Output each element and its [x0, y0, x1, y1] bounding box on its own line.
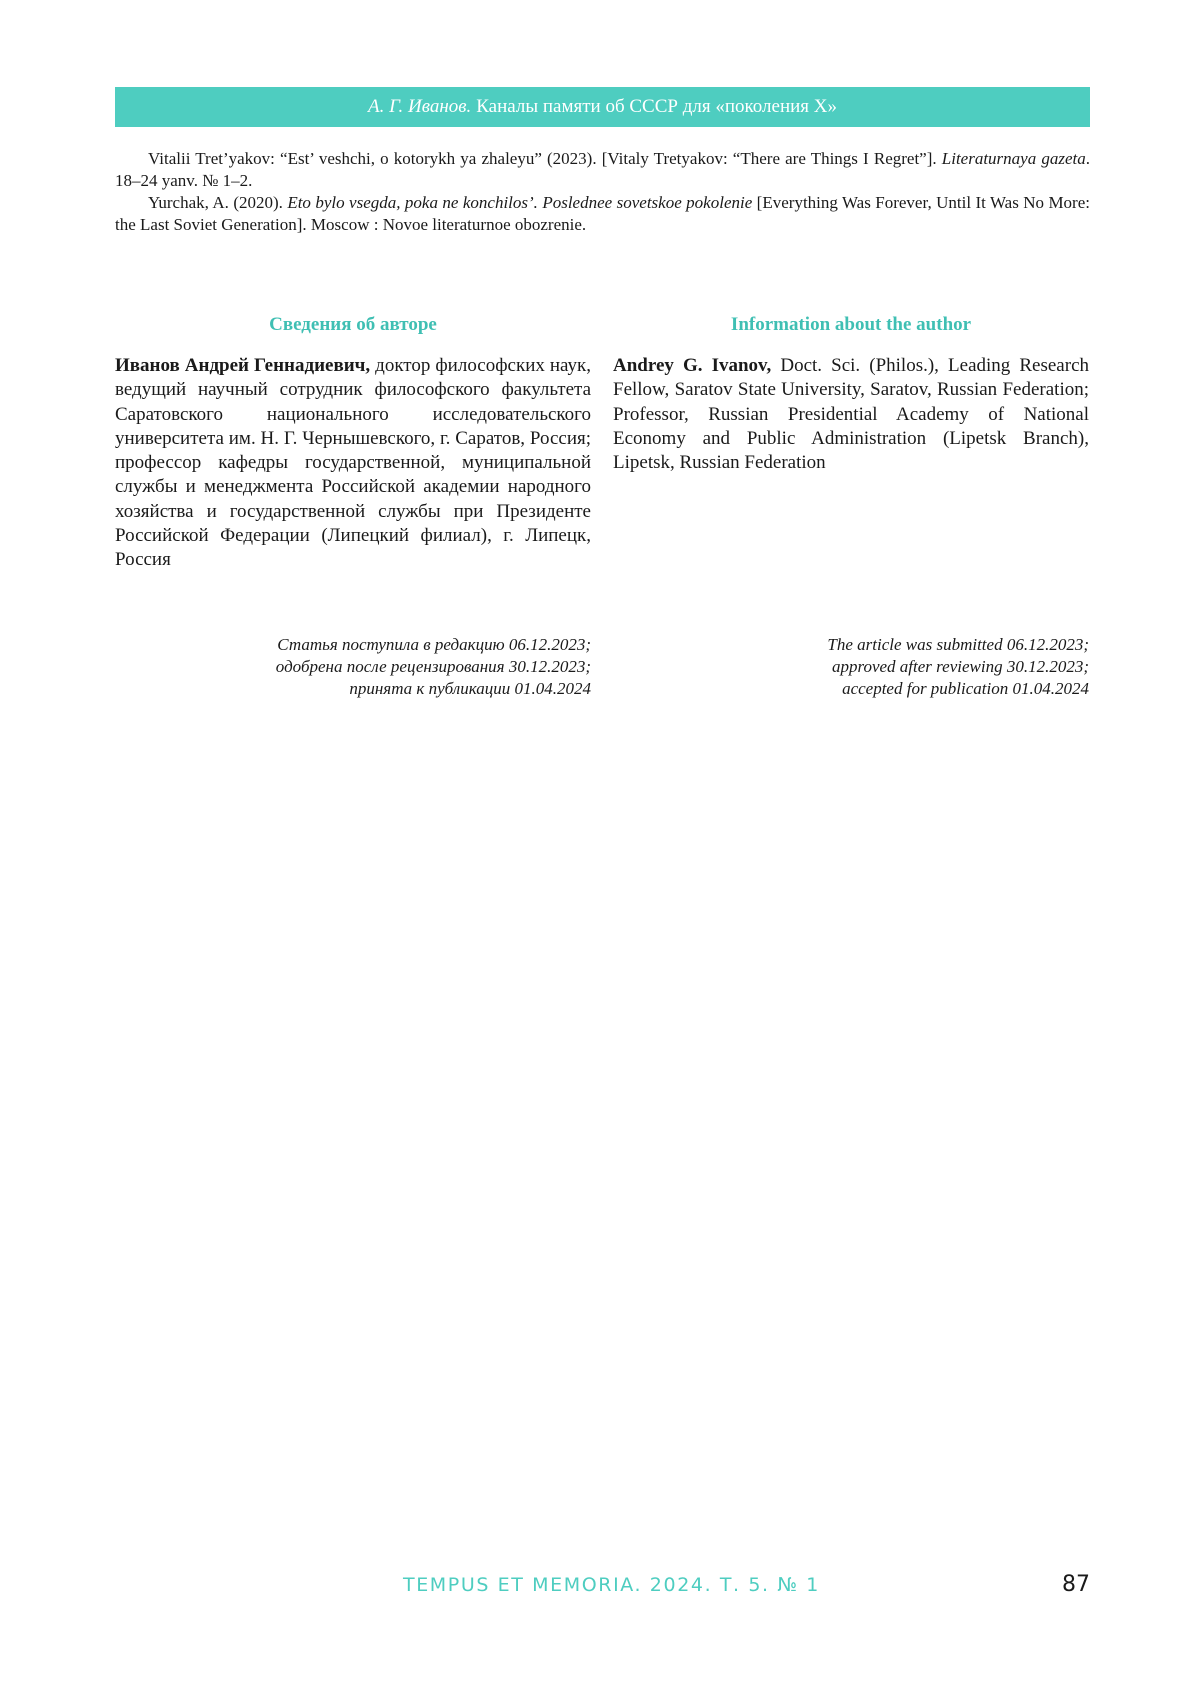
date-accepted-ru: принята к публикации 01.04.2024	[349, 679, 591, 698]
reference-text: Vitalii Tret’yakov: “Est’ veshchi, o kotorykh ya zhaleyu” (2023). [Vitaly Tretyakov: “There are Things I Regret”].	[148, 149, 942, 168]
footer-journal-title: TEMPUS ET MEMORIA. 2024. Т. 5. № 1	[403, 1574, 820, 1596]
reference-item	[115, 148, 1090, 192]
date-accepted-en: accepted for publication 01.04.2024	[842, 679, 1089, 698]
author-info-ru	[115, 312, 591, 573]
date-submitted-ru: Статья поступила в редакцию 06.12.2023;	[277, 635, 591, 654]
author-bio-ru-text: доктор философских наук, ведущий научный сотрудник философского факультета Саратовского национального исследовательского университета им. Н. Г. Чернышевского, г. Саратов, Россия; профессор кафедры государственной, муниципальной службы и менеджмента Российской академии народного хозяйства и государственной службы при Президенте Российской Федерации (Липецкий филиал), г. Липецк, Россия	[115, 355, 592, 571]
references-list	[115, 148, 1090, 236]
author-bio-en-text: Doct. Sci. (Philos.), Leading Research Fellow, Saratov State University, Saratov, Russian Federation; Professor, Russian Presidential Academy of National Economy and Public Administration (Lipetsk Branch), Lipetsk, Russian Federation	[613, 355, 1089, 474]
reference-text: [Everything Was Forever, Until It Was No More: the Last Soviet Generation]. Moscow : Novoe literaturnoe obozrenie.	[115, 193, 1090, 234]
reference-journal: Literaturnaya gazeta	[941, 149, 1086, 168]
date-approved-ru: одобрена после рецензирования 30.12.2023;	[275, 657, 591, 676]
running-header-author: А. Г. Иванов.	[368, 96, 472, 117]
author-name-ru: Иванов Андрей Геннадиевич,	[115, 355, 371, 376]
author-info-en	[613, 312, 1089, 475]
author-info-ru-heading: Сведения об авторе	[269, 314, 437, 335]
author-info-en-heading: Information about the author	[730, 314, 972, 335]
reference-text: Yurchak, A. (2020).	[148, 193, 288, 212]
page-number: 87	[1062, 1572, 1090, 1597]
date-submitted-en: The article was submitted 06.12.2023;	[827, 635, 1089, 654]
author-bio-en	[613, 354, 1089, 475]
running-header	[115, 87, 1090, 127]
reference-item	[115, 192, 1090, 236]
article-dates-en	[613, 634, 1089, 700]
author-bio-ru	[115, 354, 591, 573]
article-dates-ru	[115, 634, 591, 700]
author-name-en: Andrey G. Ivanov,	[613, 355, 772, 376]
running-header-title: Каналы памяти об СССР для «поколения Х»	[476, 96, 837, 117]
date-approved-en: approved after reviewing 30.12.2023;	[831, 657, 1089, 676]
reference-text: . 18–24 yanv. № 1–2.	[115, 149, 1090, 190]
reference-title: Eto bylo vsegda, poka ne konchilos’. Poslednee sovetskoe pokolenie	[287, 193, 753, 212]
